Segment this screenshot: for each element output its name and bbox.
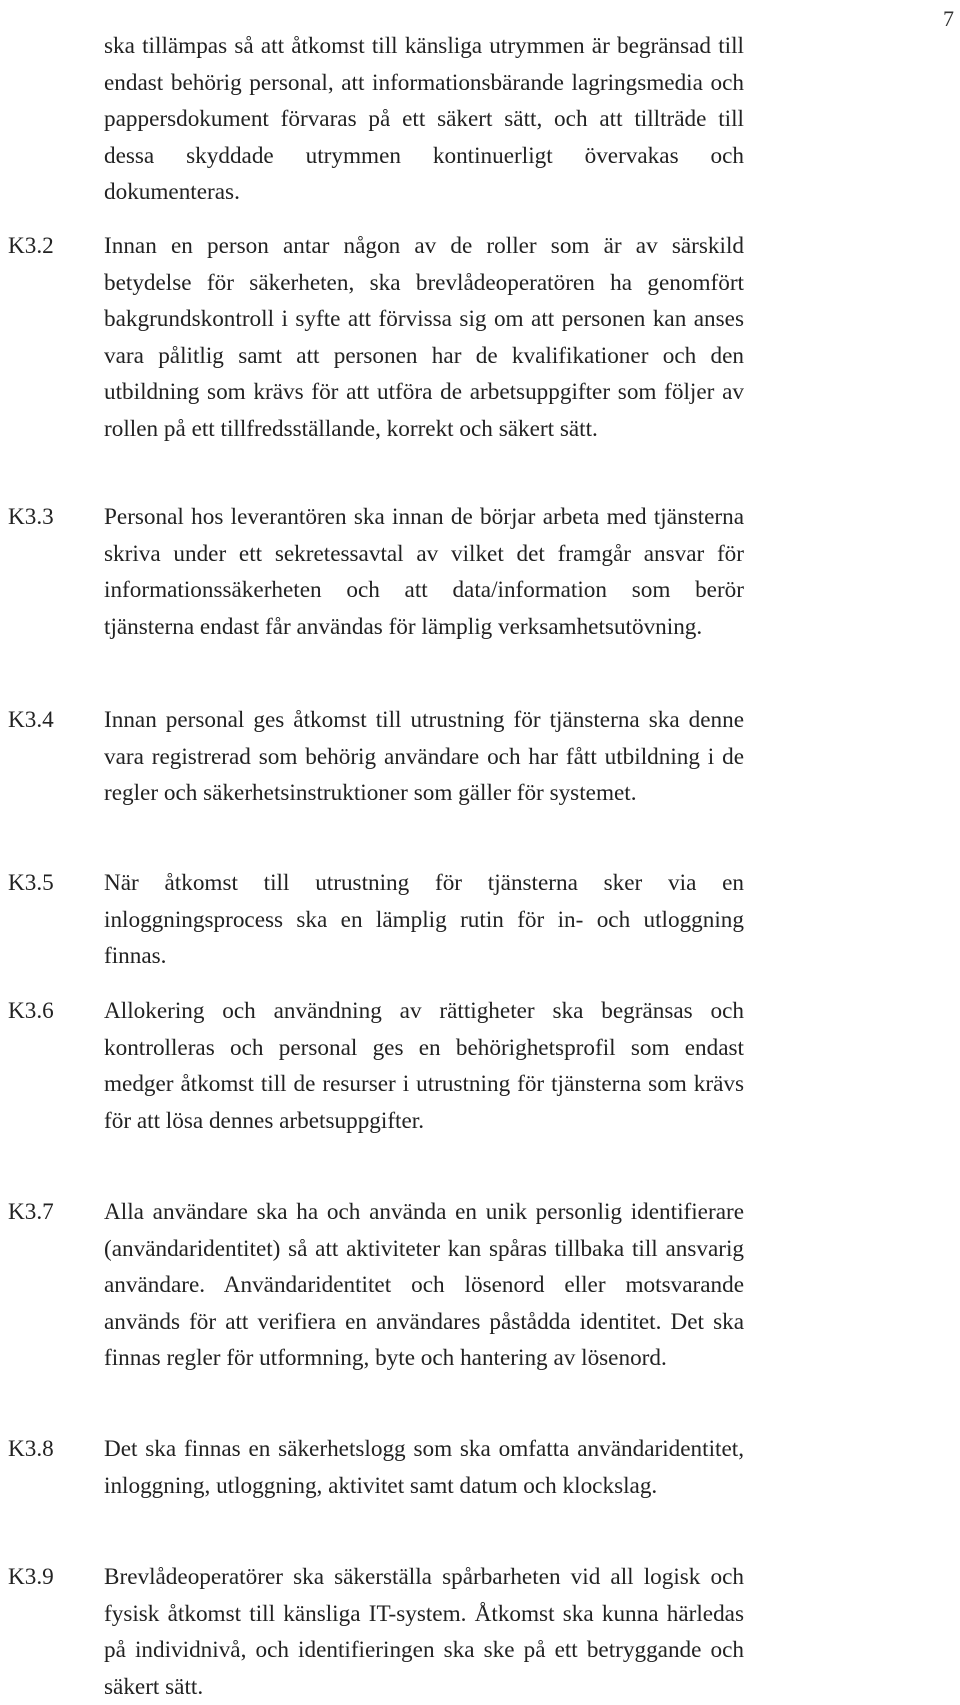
requirement-id: K3.3: [8, 504, 54, 530]
intro-paragraph: ska tillämpas så att åtkomst till känsliga utrymmen är begränsad till endast behörig personal, att informationsbärande lagringsmedia och pappersdokument förvaras på ett säkert sätt, och att tillträde till dessa skyddade utrymmen kontinuerligt övervakas och dokumenteras.: [104, 33, 744, 205]
page-number: 7: [943, 6, 954, 31]
requirement-id: K3.8: [8, 1436, 54, 1462]
requirement-text: När åtkomst till utrustning för tjänsterna sker via en inloggningsprocess ska en lämplig rutin för in- och utloggning finnas.: [104, 870, 744, 969]
requirement-text: Personal hos leverantören ska innan de börjar arbeta med tjänsterna skriva under ett sekretessavtal av vilket det framgår ansvar för informationssäkerheten och att data/information som berör tjänsterna endast får användas för lämplig verksamhetsutövning.: [104, 504, 744, 640]
requirement-text: Innan personal ges åtkomst till utrustning för tjänsterna ska denne vara registrerad som behörig användare och har fått utbildning i de regler och säkerhetsinstruktioner som gäller för systemet.: [104, 707, 744, 806]
requirement-id: K3.9: [8, 1564, 54, 1590]
requirement-id: K3.4: [8, 707, 54, 733]
requirement-text: Brevlådeoperatörer ska säkerställa spårbarheten vid all logisk och fysisk åtkomst till känsliga IT-system. Åtkomst ska kunna härledas på individnivå, och identifieringen ska ske på ett betryggande och säkert sätt.: [104, 1564, 744, 1700]
requirement-id: K3.7: [8, 1199, 54, 1225]
requirement-text: Innan en person antar någon av de roller som är av särskild betydelse för säkerheten, ska brevlådeoperatören ha genomfört bakgrundskontroll i syfte att förvissa sig om att personen kan anses vara pålitlig samt att personen har de kvalifikationer och den utbildning som krävs för att utföra de arbetsuppgifter som följer av rollen på ett tillfredsställande, korrekt och säkert sätt.: [104, 233, 744, 442]
requirement-id: K3.6: [8, 998, 54, 1024]
requirement-text: Alla användare ska ha och använda en unik personlig identifierare (användaridentitet) så att aktiviteter kan spåras tillbaka till ansvarig användare. Användaridentitet och lösenord eller motsvarande används för att verifiera en användares påstådda identitet. Det ska finnas regler för utformning, byte och hantering av lösenord.: [104, 1199, 744, 1371]
requirement-text: Allokering och användning av rättigheter ska begränsas och kontrolleras och personal ges en behörighetsprofil som endast medger åtkomst till de resurser i utrustning för tjänsterna som krävs för att lösa dennes arbetsuppgifter.: [104, 998, 744, 1134]
requirement-id: K3.2: [8, 233, 54, 259]
requirement-text: Det ska finnas en säkerhetslogg som ska omfatta användaridentitet, inloggning, utloggning, aktivitet samt datum och klockslag.: [104, 1436, 744, 1499]
requirement-id: K3.5: [8, 870, 54, 896]
